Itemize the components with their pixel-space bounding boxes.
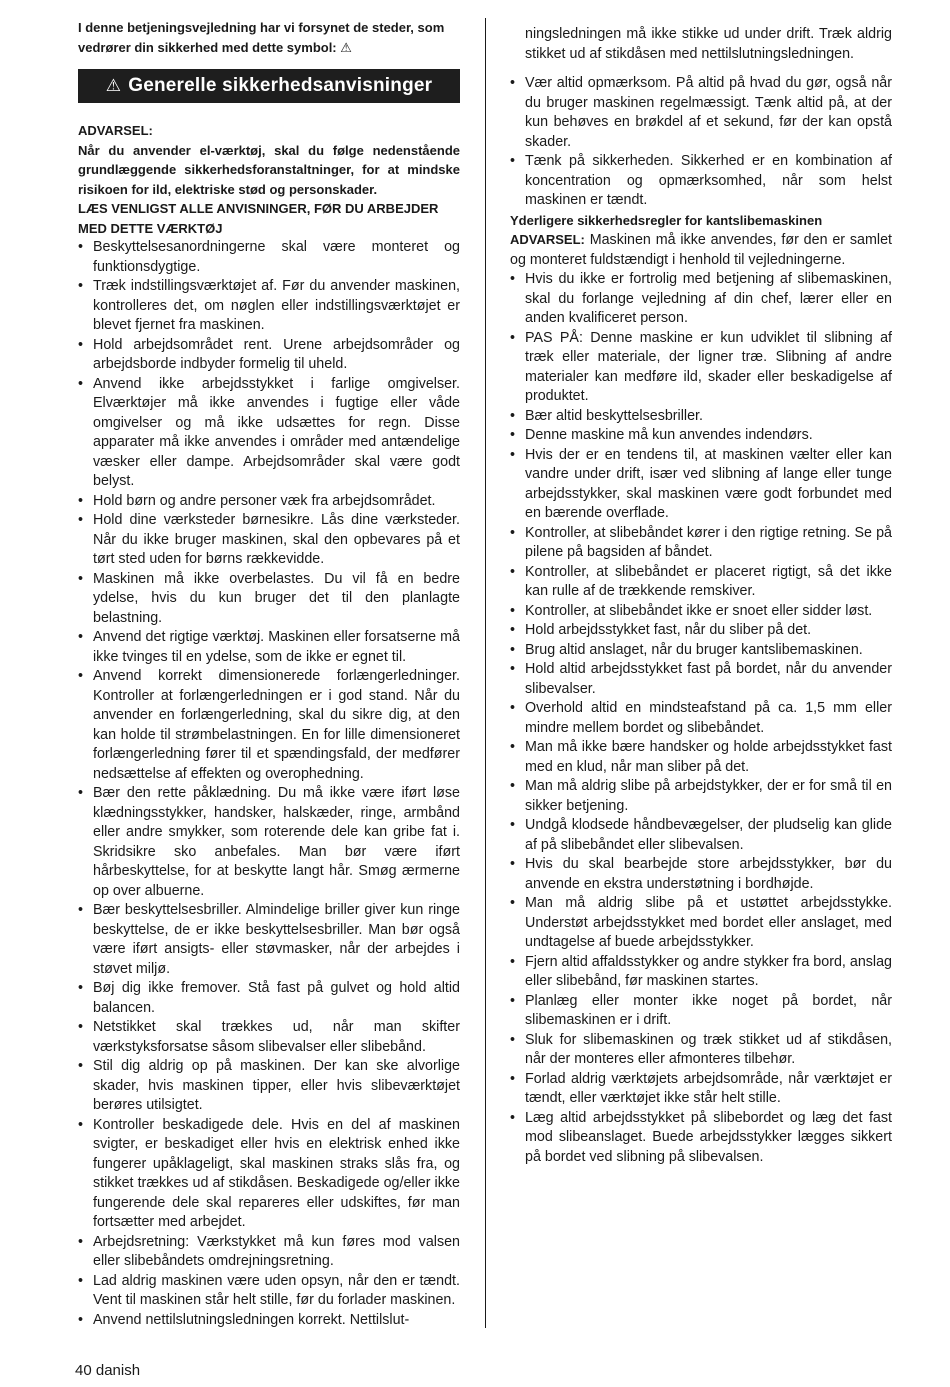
intro-text: I denne betjeningsvejledning har vi forsynet de steder, som vedrører din sikkerhed med dette symbol: ⚠ <box>78 20 445 55</box>
list-item: • Planlæg eller monter ikke noget på bordet, når slibemaskinen er i drift. <box>510 992 892 1031</box>
advarsel-2-label: ADVARSEL: <box>510 232 585 247</box>
right-bullet-list-a <box>510 74 892 211</box>
continued-text: ningsledningen må ikke stikke ud under drift. Træk aldrig stikket ud af stikdåsen med nettilslutningsledningen. <box>525 26 892 62</box>
list-item: • Fjern altid affaldsstykker og andre stykker fra bord, anslag eller slibebånd, før maskinen startes. <box>510 953 892 992</box>
list-item: • Hvis du skal bearbejde store arbejdsstykker, bør du anvende en ekstra understøtning i bordhøjde. <box>510 855 892 894</box>
list-item: • Man må aldrig slibe på arbejdstykker, der er for små til en sikker betjening. <box>510 777 892 816</box>
advarsel-body: Når du anvender el-værktøj, skal du følge nedenstående grundlæggende sikkerhedsforanstaltninger, for at mindske risikoen for ild, elektriske stød og personskader. <box>78 142 460 197</box>
list-item: • Bøj dig ikke fremover. Stå fast på gulvet og hold altid balancen. <box>78 979 460 1018</box>
list-item: • Beskyttelsesanordningerne skal være monteret og funktionsdygtige. <box>78 238 460 277</box>
advarsel-2 <box>510 230 892 270</box>
list-item: • Hold arbejdsområdet rent. Urene arbejdsområder og arbejdsborde indbyder formelig til uheld. <box>78 336 460 375</box>
list-item: • Maskinen må ikke overbelastes. Du vil få en bedre ydelse, hvis du kun bruger det til den planlagte belastning. <box>78 570 460 629</box>
list-item: • Hvis du ikke er fortrolig med betjening af slibemaskinen, skal du forlange vejledning af din chef, lærer eller en anden kvalificeret person. <box>510 270 892 329</box>
list-item: • Hold altid arbejdsstykket fast på bordet, når du anvender slibevalser. <box>510 660 892 699</box>
left-column <box>78 18 460 1330</box>
list-item: • Stil dig aldrig op på maskinen. Der kan ske alvorlige skader, hvis maskinen tipper, eller hvis slibeværktøjet berøres utilsigtet. <box>78 1057 460 1116</box>
list-item: • PAS PÅ: Denne maskine er kun udviklet til slibning af træk eller materiale, der ligner træ. Slibning af andre materialer kan medføre ild, skader eller beskadigelse af produktet. <box>510 329 892 407</box>
list-item: • Man må aldrig slibe på et ustøttet arbejdsstykke. Understøt arbejdsstykket med bordet eller anslaget, med undtagelse af buede arbejdsstykker. <box>510 894 892 953</box>
list-item: • Vær altid opmærksom. På altid på hvad du gør, også når du bruger maskinen regelmæssigt. Tænk altid på, at der kun behøves en brøkdel af et sekund, før der kan opstå skader. <box>510 74 892 152</box>
right-column <box>510 25 892 1167</box>
section-heading-box <box>78 69 460 103</box>
list-item: • Anvend ikke arbejdsstykket i farlige omgivelser. Elværktøjer må ikke anvendes i fugtige eller våde omgivelser og må ikke udsættes for regn. Disse apparater må ikke anvendes i områder med antændelige væsker eller dampe. Arbejdsområder skal være godt belyst. <box>78 375 460 492</box>
advarsel-title: ADVARSEL: <box>78 123 153 138</box>
list-item: • Anvend korrekt dimensionerede forlængerledninger. Kontroller at forlængerledningen er i god stand. Når du anvender en forlængerledning, skal du sikre dig, at den kan holde til strømbelastningen. En for lille dimensioneret forlængerledning fører til et spændingsfald, der medfører nedsættelse af effekten og overophedning. <box>78 667 460 784</box>
list-item: • Tænk på sikkerheden. Sikkerhed er en kombination af koncentration og opmærksomhed, når som helst maskinen er tændt. <box>510 152 892 211</box>
list-item: • Kontroller, at slibebåndet ikke er snoet eller sidder løst. <box>510 602 892 622</box>
list-item: • Forlad aldrig værktøjets arbejdsområde, når værktøjet er tændt, eller værktøjet ikke står helt stille. <box>510 1070 892 1109</box>
right-bullet-list-b <box>510 270 892 1167</box>
list-item: • Man må ikke bære handsker og holde arbejdsstykket fast med en klud, når man sliber på det. <box>510 738 892 777</box>
list-item: • Lad aldrig maskinen være uden opsyn, når den er tændt. Vent til maskinen står helt stille, før du forlader maskinen. <box>78 1272 460 1311</box>
list-item: • Kontroller, at slibebåndet er placeret rigtigt, så det ikke kan rulle af de trækkende remskiver. <box>510 563 892 602</box>
page-footer: 40 danish <box>75 1362 141 1379</box>
list-item: • Brug altid anslaget, når du bruger kantslibemaskinen. <box>510 641 892 661</box>
warning-triangle-icon: ⚠ <box>105 76 122 95</box>
sub-heading: Yderligere sikkerhedsregler for kantslibemaskinen <box>510 212 823 228</box>
list-item: • Hvis der er en tendens til, at maskinen vælter eller kan vandre under drift, især ved slibning af lange eller tunge arbejdsstykker, skal maskinen være godt forbundet med en bærende overflade. <box>510 446 892 524</box>
list-item: • Sluk for slibemaskinen og træk stikket ud af stikdåsen, når der monteres eller afmonteres tilbehør. <box>510 1031 892 1070</box>
list-item: • Denne maskine må kun anvendes indendørs. <box>510 426 892 446</box>
section-heading: Generelle sikkerhedsanvisninger <box>128 75 433 96</box>
list-item: • Bær beskyttelsesbriller. Almindelige briller giver kun ringe beskyttelse, de er ikke beskyttelsesbriller. Man bør også være iført ansigts- eller støvmasker, når der arbejdes i støvet miljø. <box>78 901 460 979</box>
list-item: • Læg altid arbejdsstykket på slibebordet og læg det fast mod slibeanslaget. Buede arbejdsstykker lægges sikkert på bordet ved slibning på slibevalsen. <box>510 1109 892 1168</box>
list-item: • Kontroller beskadigede dele. Hvis en del af maskinen svigter, er beskadiget eller hvis en elektrisk enhed ikke fungerer upåklageligt, skal maskinen straks slås fra, og stikket trækkes ud af stikdåsen. Beskadigede og/eller ikke fungerende dele skal repareres eller udskiftes, før man fortsætter med arbejdet. <box>78 1116 460 1233</box>
list-item: • Overhold altid en mindsteafstand på ca. 1,5 mm eller mindre mellem bordet og slibebåndet. <box>510 699 892 738</box>
list-item: • Arbejdsretning: Værkstykket må kun føres mod valsen eller slibebåndets omdrejningsretning. <box>78 1233 460 1272</box>
list-item: • Undgå klodsede håndbevægelser, der pludselig kan glide af på slibebåndet eller slibevalsen. <box>510 816 892 855</box>
advarsel-2-text: Maskinen må ikke anvendes, før den er samlet og monteret fuldstændigt i henhold til vejledningerne. <box>510 232 892 268</box>
list-item: • Hold dine værksteder børnesikre. Lås dine værksteder. Når du ikke bruger maskinen, skal den opbevares på et tørt sted uden for børns rækkevidde. <box>78 511 460 570</box>
read-all-instructions: LÆS VENLIGST ALLE ANVISNINGER, FØR DU ARBEJDER MED DETTE VÆRKTØJ <box>78 201 439 236</box>
list-item: • Netstikket skal trækkes ud, når man skifter værkstyksforsatse såsom slibevalser eller slibebånd. <box>78 1018 460 1057</box>
left-bullet-list <box>78 238 460 1330</box>
list-item: • Træk indstillingsværktøjet af. Før du anvender maskinen, kontrolleres det, om nøglen eller indstillingsværktøjet er blevet fjernet fra maskinen. <box>78 277 460 336</box>
column-divider <box>485 18 486 1328</box>
list-item: • Bær altid beskyttelsesbriller. <box>510 407 892 427</box>
list-item: • Hold arbejdsstykket fast, når du sliber på det. <box>510 621 892 641</box>
list-item: • Anvend det rigtige værktøj. Maskinen eller forsatserne må ikke tvinges til en ydelse, som de ikke er egnet til. <box>78 628 460 667</box>
list-item: • Anvend nettilslutningsledningen korrekt. Nettilslut- <box>78 1311 460 1331</box>
list-item: • Bær den rette påklædning. Du må ikke være iført løse klædningsstykker, handsker, halskæder, ringe, armbånd eller andre smykker, som roterende dele kan gribe fat i. Skridsikre sko anbefales. Man bør være iført hårbeskyttelse, for at beskytte langt hår. Smøg ærmerne op over albuerne. <box>78 784 460 901</box>
list-item: • Kontroller, at slibebåndet kører i den rigtige retning. Se på pilene på bagsiden af båndet. <box>510 524 892 563</box>
list-item: • Hold børn og andre personer væk fra arbejdsområdet. <box>78 492 460 512</box>
